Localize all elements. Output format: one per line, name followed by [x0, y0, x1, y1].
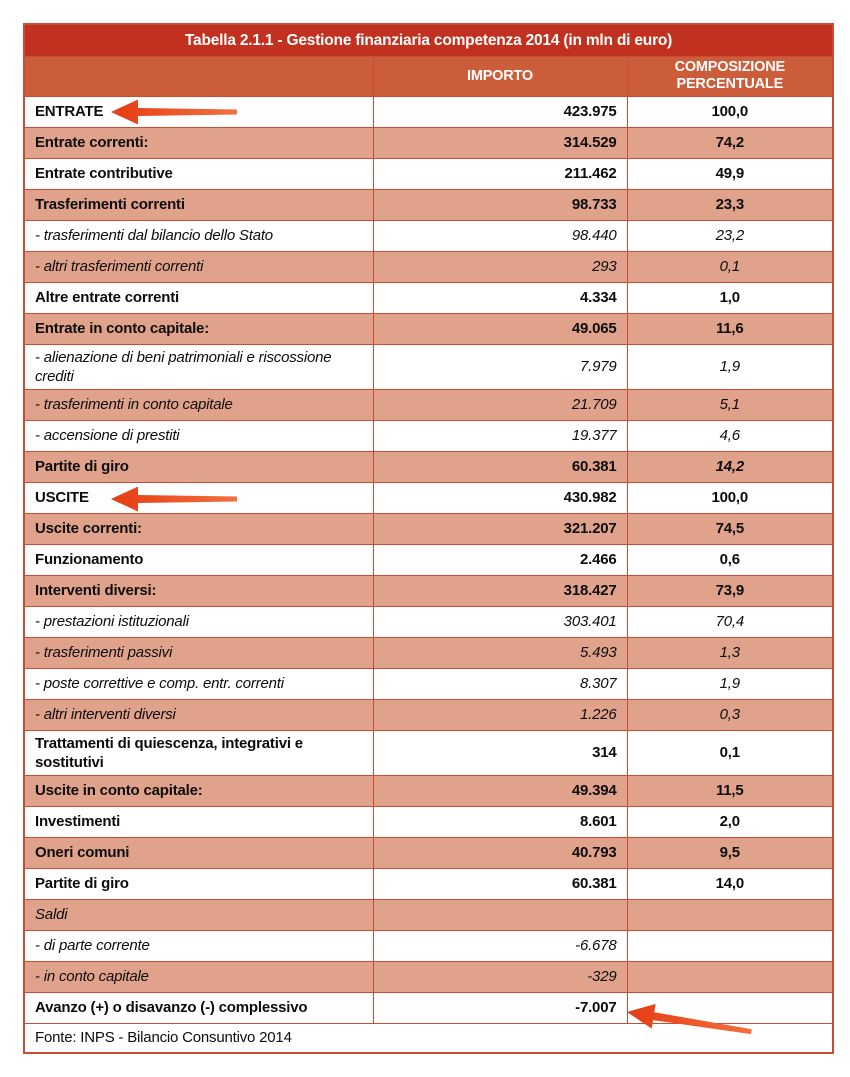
row-importo-value: 21.709: [373, 389, 627, 420]
row-label: - trasferimenti in conto capitale: [24, 389, 373, 420]
row-label: Saldi: [24, 899, 373, 930]
table-row: [24, 220, 833, 251]
row-label: Entrate in conto capitale:: [24, 313, 373, 344]
row-percentage-value: 0,3: [627, 699, 833, 730]
row-percentage-value: 70,4: [627, 606, 833, 637]
table-row: [24, 482, 833, 513]
row-label: Trasferimenti correnti: [24, 189, 373, 220]
row-label: Funzionamento: [24, 544, 373, 575]
row-importo-value: 60.381: [373, 451, 627, 482]
table-row: [24, 961, 833, 992]
table-source-row: [24, 1023, 833, 1053]
table-title: Tabella 2.1.1 - Gestione finanziaria competenza 2014 (in mln di euro): [24, 24, 833, 56]
row-label: - accensione di prestiti: [24, 420, 373, 451]
table-row: [24, 282, 833, 313]
row-importo-value: -6.678: [373, 930, 627, 961]
row-importo-value: [373, 899, 627, 930]
row-percentage-value: 11,5: [627, 775, 833, 806]
row-percentage-value: 74,5: [627, 513, 833, 544]
row-percentage-value: 1,9: [627, 668, 833, 699]
row-importo-value: 314: [373, 730, 627, 775]
row-importo-value: 98.733: [373, 189, 627, 220]
table-row: [24, 930, 833, 961]
row-percentage-value: 2,0: [627, 806, 833, 837]
row-importo-value: -329: [373, 961, 627, 992]
row-importo-value: 60.381: [373, 868, 627, 899]
row-importo-value: 7.979: [373, 344, 627, 389]
row-label: Partite di giro: [24, 868, 373, 899]
row-percentage-value: 5,1: [627, 389, 833, 420]
row-label: USCITE: [24, 482, 373, 513]
row-label: ENTRATE: [24, 96, 373, 127]
row-percentage-value: 23,2: [627, 220, 833, 251]
row-importo-value: 1.226: [373, 699, 627, 730]
table-title-row: [24, 24, 833, 56]
row-percentage-value: 0,6: [627, 544, 833, 575]
row-label: Altre entrate correnti: [24, 282, 373, 313]
table-row: [24, 389, 833, 420]
row-label: Trattamenti di quiescenza, integrativi e sostitutivi: [24, 730, 373, 775]
row-percentage-value: [627, 961, 833, 992]
table-row: [24, 730, 833, 775]
table-row: [24, 420, 833, 451]
table-row: [24, 668, 833, 699]
table-row: [24, 868, 833, 899]
row-importo-value: 8.601: [373, 806, 627, 837]
financial-table: [23, 23, 834, 1054]
row-percentage-value: 0,1: [627, 730, 833, 775]
row-importo-value: 8.307: [373, 668, 627, 699]
row-importo-value: 40.793: [373, 837, 627, 868]
row-label: Uscite in conto capitale:: [24, 775, 373, 806]
row-label: - di parte corrente: [24, 930, 373, 961]
row-label: - alienazione di beni patrimoniali e riscossione crediti: [24, 344, 373, 389]
column-header-composizione-percentuale: COMPOSIZIONE PERCENTUALE: [627, 56, 833, 96]
row-importo-value: 321.207: [373, 513, 627, 544]
row-percentage-value: [627, 930, 833, 961]
row-importo-value: 19.377: [373, 420, 627, 451]
row-percentage-value: 73,9: [627, 575, 833, 606]
source-note: Fonte: INPS - Bilancio Consuntivo 2014: [24, 1023, 833, 1053]
row-percentage-value: 14,2: [627, 451, 833, 482]
row-label: Uscite correnti:: [24, 513, 373, 544]
row-label: Oneri comuni: [24, 837, 373, 868]
table-row: [24, 158, 833, 189]
table-row: [24, 899, 833, 930]
row-label: - trasferimenti dal bilancio dello Stato: [24, 220, 373, 251]
row-percentage-value: 100,0: [627, 96, 833, 127]
row-label: - altri trasferimenti correnti: [24, 251, 373, 282]
document-page: [23, 23, 832, 1054]
table-row: [24, 544, 833, 575]
row-label: Avanzo (+) o disavanzo (-) complessivo: [24, 992, 373, 1023]
row-importo-value: 303.401: [373, 606, 627, 637]
row-label: - poste correttive e comp. entr. correnti: [24, 668, 373, 699]
table-row: [24, 806, 833, 837]
table-row: [24, 344, 833, 389]
row-label: Interventi diversi:: [24, 575, 373, 606]
row-importo-value: 5.493: [373, 637, 627, 668]
row-importo-value: 293: [373, 251, 627, 282]
row-importo-value: 2.466: [373, 544, 627, 575]
row-label: Partite di giro: [24, 451, 373, 482]
table-row: [24, 775, 833, 806]
table-row: [24, 251, 833, 282]
row-label: - prestazioni istituzionali: [24, 606, 373, 637]
column-header-empty: [24, 56, 373, 96]
row-label: Investimenti: [24, 806, 373, 837]
table-body: [24, 96, 833, 1023]
row-label: Entrate correnti:: [24, 127, 373, 158]
table-row: [24, 637, 833, 668]
row-importo-value: 423.975: [373, 96, 627, 127]
table-row: [24, 96, 833, 127]
row-importo-value: 430.982: [373, 482, 627, 513]
table-row: [24, 837, 833, 868]
table-row: [24, 606, 833, 637]
row-importo-value: 314.529: [373, 127, 627, 158]
table-row: [24, 992, 833, 1023]
column-header-importo: IMPORTO: [373, 56, 627, 96]
row-percentage-value: 1,9: [627, 344, 833, 389]
row-importo-value: 49.065: [373, 313, 627, 344]
row-percentage-value: 100,0: [627, 482, 833, 513]
table-row: [24, 513, 833, 544]
row-percentage-value: [627, 992, 833, 1023]
table-row: [24, 451, 833, 482]
row-percentage-value: 1,0: [627, 282, 833, 313]
row-importo-value: -7.007: [373, 992, 627, 1023]
table-row: [24, 127, 833, 158]
table-row: [24, 189, 833, 220]
table-column-header-row: [24, 56, 833, 96]
table-row: [24, 575, 833, 606]
table-row: [24, 313, 833, 344]
row-percentage-value: 1,3: [627, 637, 833, 668]
row-importo-value: 98.440: [373, 220, 627, 251]
row-percentage-value: 49,9: [627, 158, 833, 189]
row-percentage-value: 9,5: [627, 837, 833, 868]
row-percentage-value: 74,2: [627, 127, 833, 158]
row-percentage-value: 11,6: [627, 313, 833, 344]
row-percentage-value: [627, 899, 833, 930]
table-row: [24, 699, 833, 730]
row-percentage-value: 0,1: [627, 251, 833, 282]
row-percentage-value: 4,6: [627, 420, 833, 451]
row-label: - in conto capitale: [24, 961, 373, 992]
row-percentage-value: 14,0: [627, 868, 833, 899]
row-percentage-value: 23,3: [627, 189, 833, 220]
row-label: - altri interventi diversi: [24, 699, 373, 730]
row-importo-value: 211.462: [373, 158, 627, 189]
row-importo-value: 318.427: [373, 575, 627, 606]
row-importo-value: 4.334: [373, 282, 627, 313]
row-importo-value: 49.394: [373, 775, 627, 806]
row-label: - trasferimenti passivi: [24, 637, 373, 668]
row-label: Entrate contributive: [24, 158, 373, 189]
